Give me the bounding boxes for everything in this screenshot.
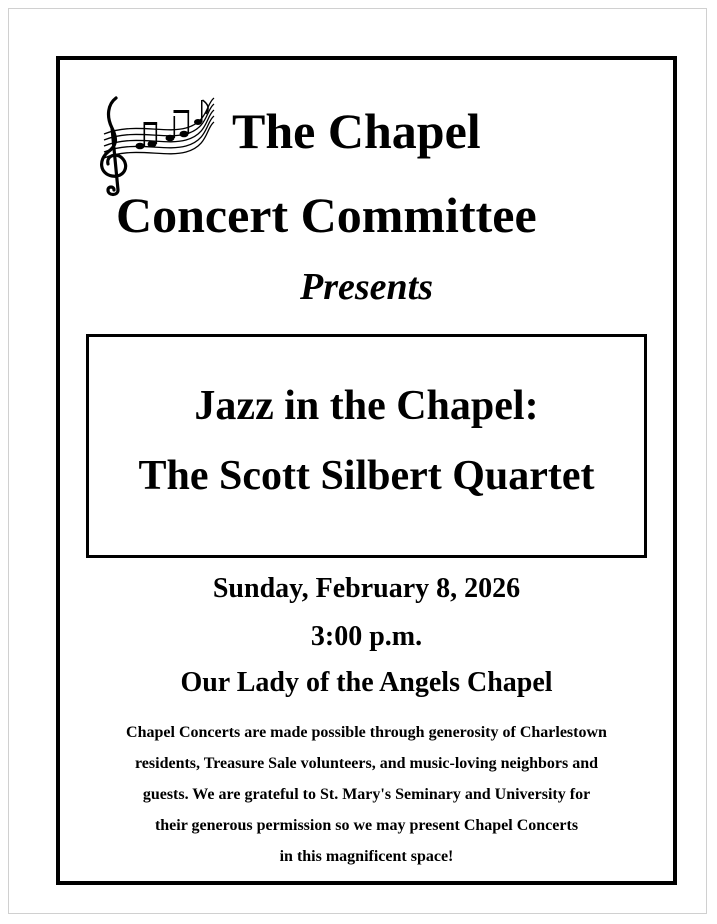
acknowledgment-line: in this magnificent space! xyxy=(279,848,454,865)
acknowledgment-line: their generous permission so we may present Chapel Concerts xyxy=(154,817,579,834)
committee-title-line1: The Chapel xyxy=(232,103,481,159)
treble-clef-music-notes-icon xyxy=(94,94,216,198)
event-venue: Our Lady of the Angels Chapel xyxy=(180,667,553,698)
acknowledgment-line: Chapel Concerts are made possible through generosity of Charlestown xyxy=(126,724,607,741)
event-date: Sunday, February 8, 2026 xyxy=(212,573,521,604)
committee-title-line2: Concert Committee xyxy=(116,187,537,243)
flyer-border xyxy=(56,56,677,885)
event-title-line2: The Scott Silbert Quartet xyxy=(138,453,595,499)
acknowledgment-line: residents, Treasure Sale volunteers, and music-loving neighbors and xyxy=(134,755,598,772)
event-title-box xyxy=(86,334,647,558)
acknowledgment-note xyxy=(60,717,673,872)
event-time: 3:00 p.m. xyxy=(310,621,423,652)
document-page xyxy=(8,8,707,914)
presents-heading: Presents xyxy=(300,266,433,308)
acknowledgment-line: guests. We are grateful to St. Mary's Seminary and University for xyxy=(142,786,591,803)
event-title-line1: Jazz in the Chapel: xyxy=(194,383,539,429)
